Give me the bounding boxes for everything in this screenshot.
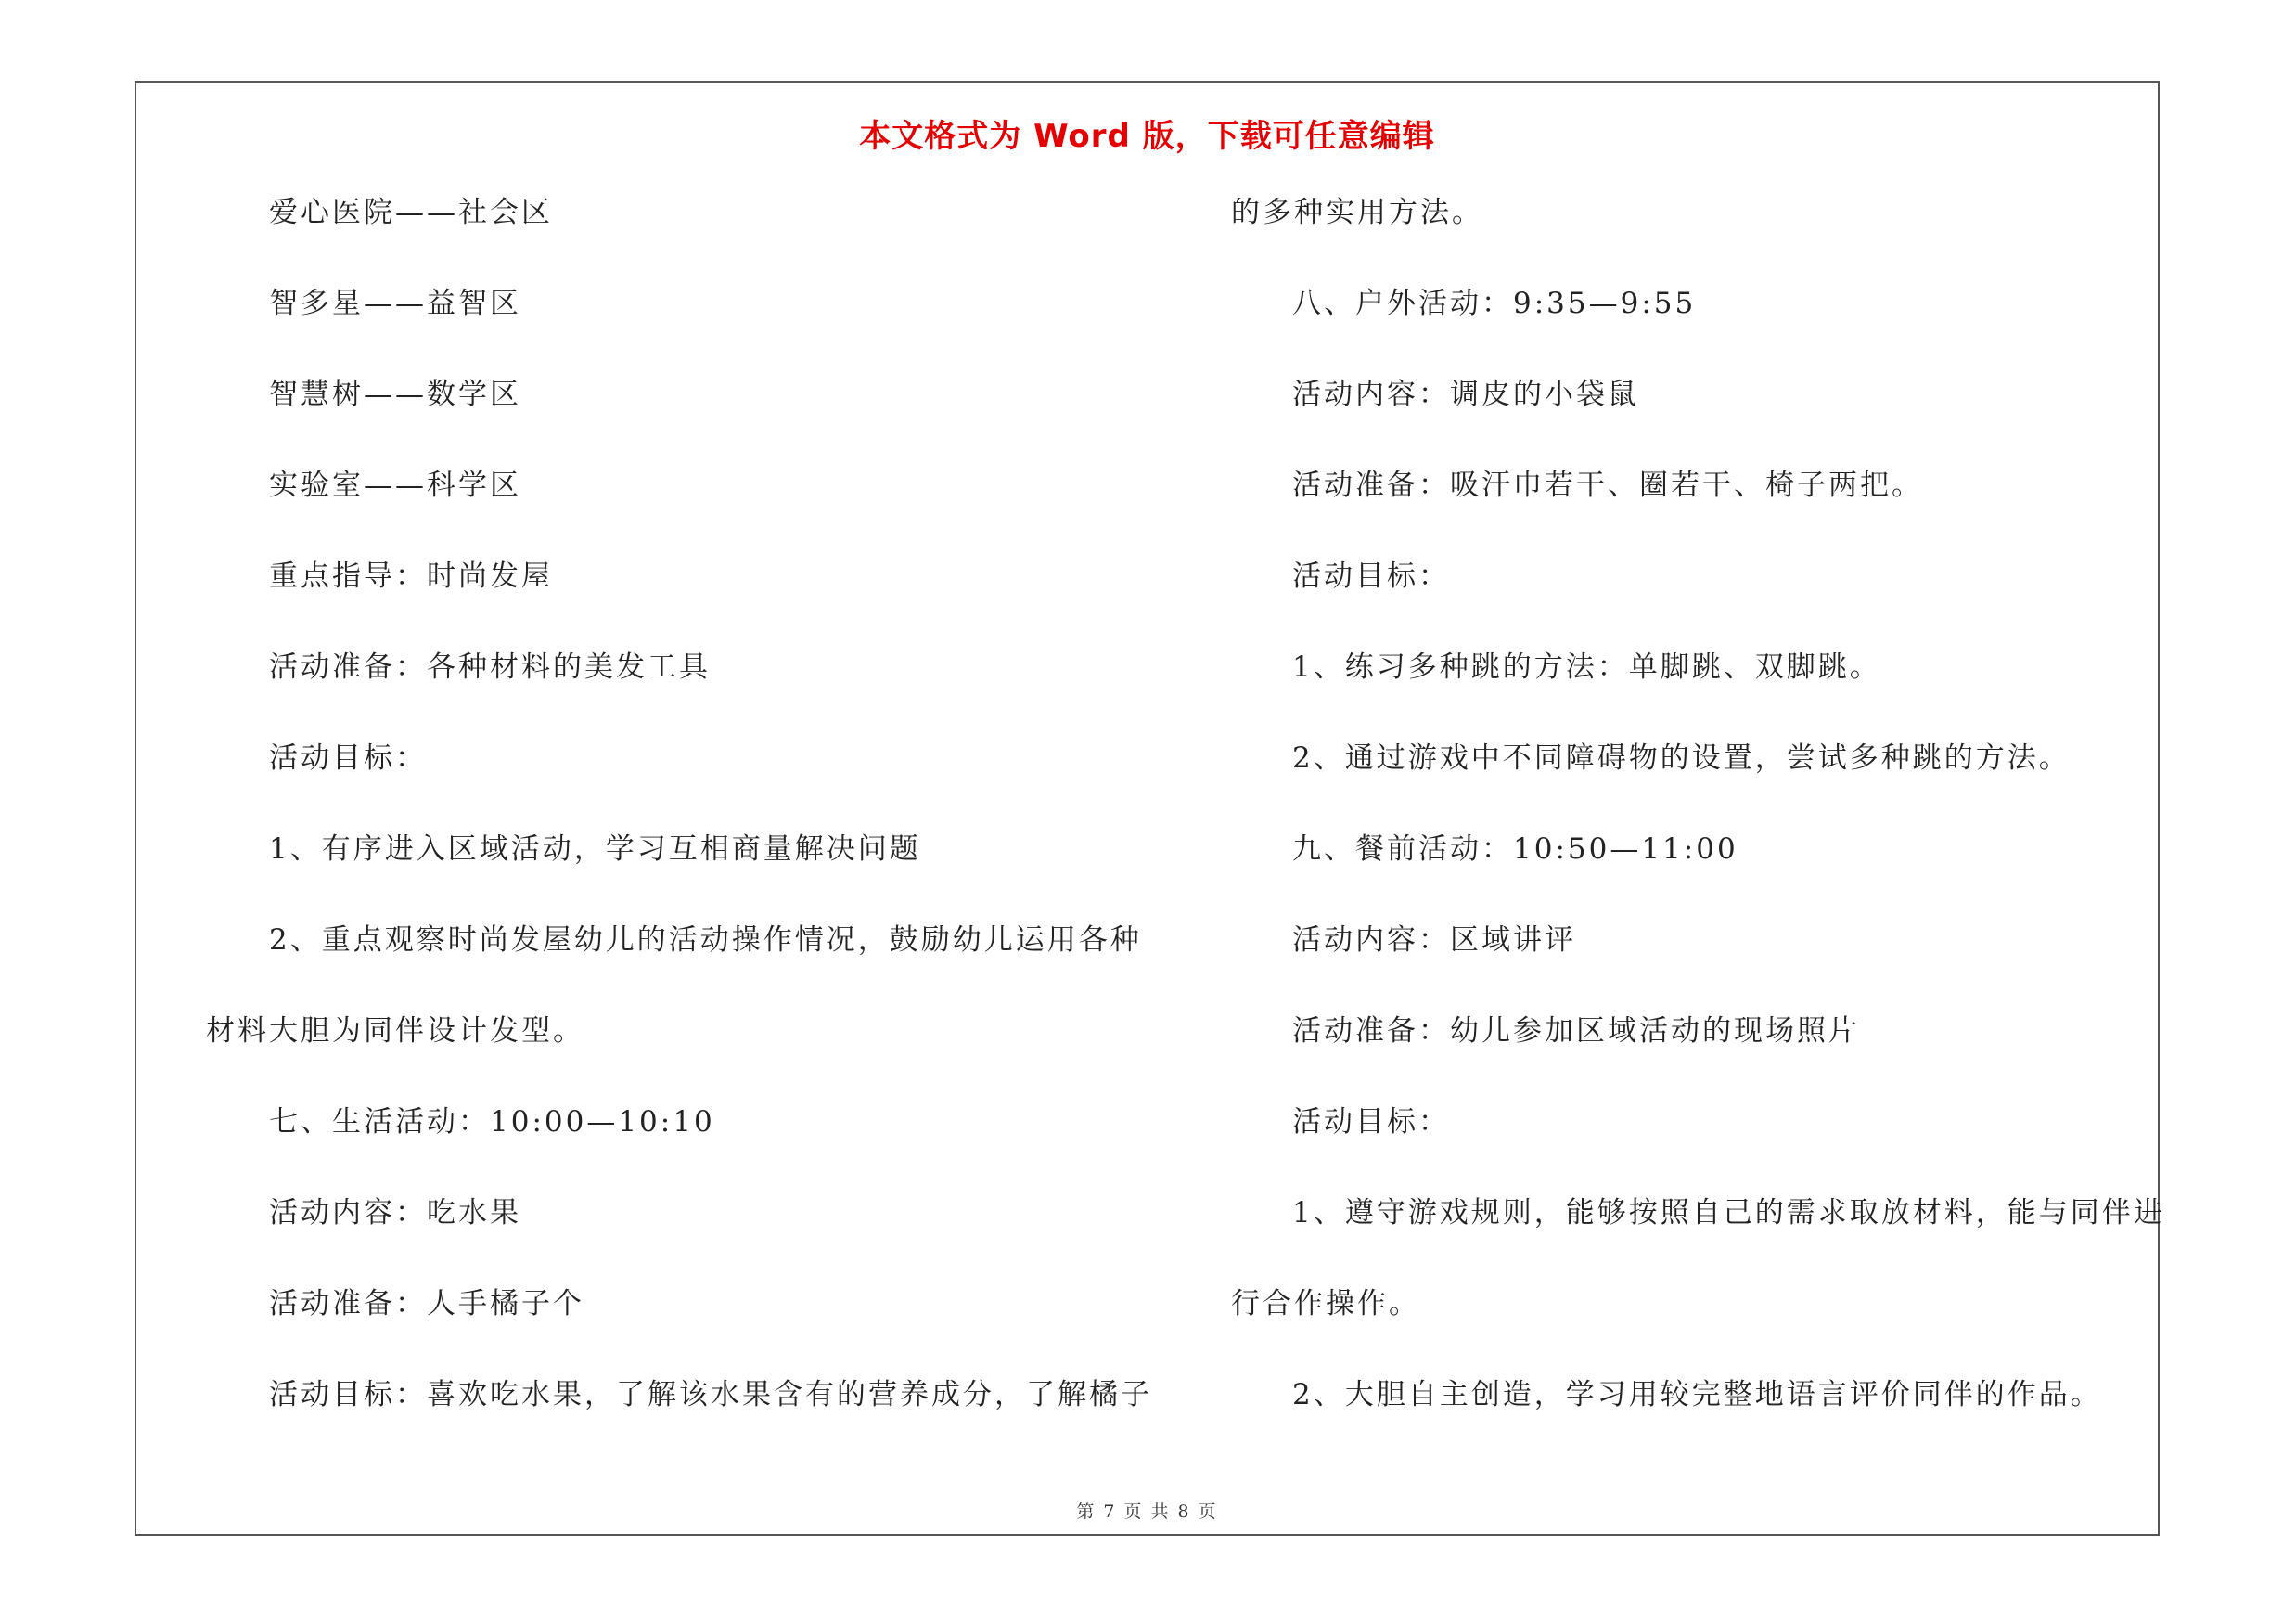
text-line: 活动目标： (1292, 560, 1450, 593)
text-line: 1、遵守游戏规则，能够按照自己的需求取放材料，能与同伴进 (1292, 1196, 2165, 1230)
page-number: 第 7 页 共 8 页 (1076, 1501, 1218, 1522)
text-line: 活动准备：幼儿参加区域活动的现场照片 (1292, 1014, 1860, 1048)
text-line: 重点指导：时尚发屋 (269, 560, 553, 593)
text-line: 材料大胆为同伴设计发型。 (206, 1014, 584, 1048)
text-line: 2、通过游戏中不同障碍物的设置，尝试多种跳的方法。 (1292, 741, 2071, 775)
text-line: 活动目标： (269, 741, 427, 775)
text-line: 活动内容：区域讲评 (1292, 923, 1576, 957)
text-line: 活动准备：各种材料的美发工具 (269, 650, 711, 684)
document-header: 本文格式为 Word 版，下载可任意编辑 (859, 118, 1435, 155)
text-line: 活动目标： (1292, 1105, 1450, 1139)
text-line: 1、有序进入区域活动，学习互相商量解决问题 (269, 832, 921, 866)
text-line: 行合作操作。 (1231, 1287, 1420, 1320)
text-line: 智多星——益智区 (269, 287, 521, 320)
text-line: 活动目标：喜欢吃水果，了解该水果含有的营养成分，了解橘子 (269, 1378, 1152, 1411)
text-line: 2、大胆自主创造，学习用较完整地语言评价同伴的作品。 (1292, 1378, 2102, 1411)
text-line: 活动准备：人手橘子个 (269, 1287, 584, 1320)
text-line: 活动内容：吃水果 (269, 1196, 521, 1230)
text-line: 活动内容：调皮的小袋鼠 (1292, 378, 1639, 411)
text-line: 活动准备：吸汗巾若干、圈若干、椅子两把。 (1292, 469, 1923, 502)
text-line: 2、重点观察时尚发屋幼儿的活动操作情况，鼓励幼儿运用各种 (269, 923, 1142, 957)
text-line: 九、餐前活动：10:50—11:00 (1292, 832, 1738, 866)
text-line: 实验室——科学区 (269, 469, 521, 502)
page-frame (135, 81, 2165, 1536)
text-line: 智慧树——数学区 (269, 378, 521, 411)
text-line: 1、练习多种跳的方法：单脚跳、双脚跳。 (1292, 650, 1881, 684)
text-line: 八、户外活动：9:35—9:55 (1292, 287, 1697, 320)
text-line: 七、生活活动：10:00—10:10 (269, 1105, 715, 1139)
text-line: 爱心医院——社会区 (269, 196, 553, 229)
text-line: 的多种实用方法。 (1231, 196, 1483, 229)
